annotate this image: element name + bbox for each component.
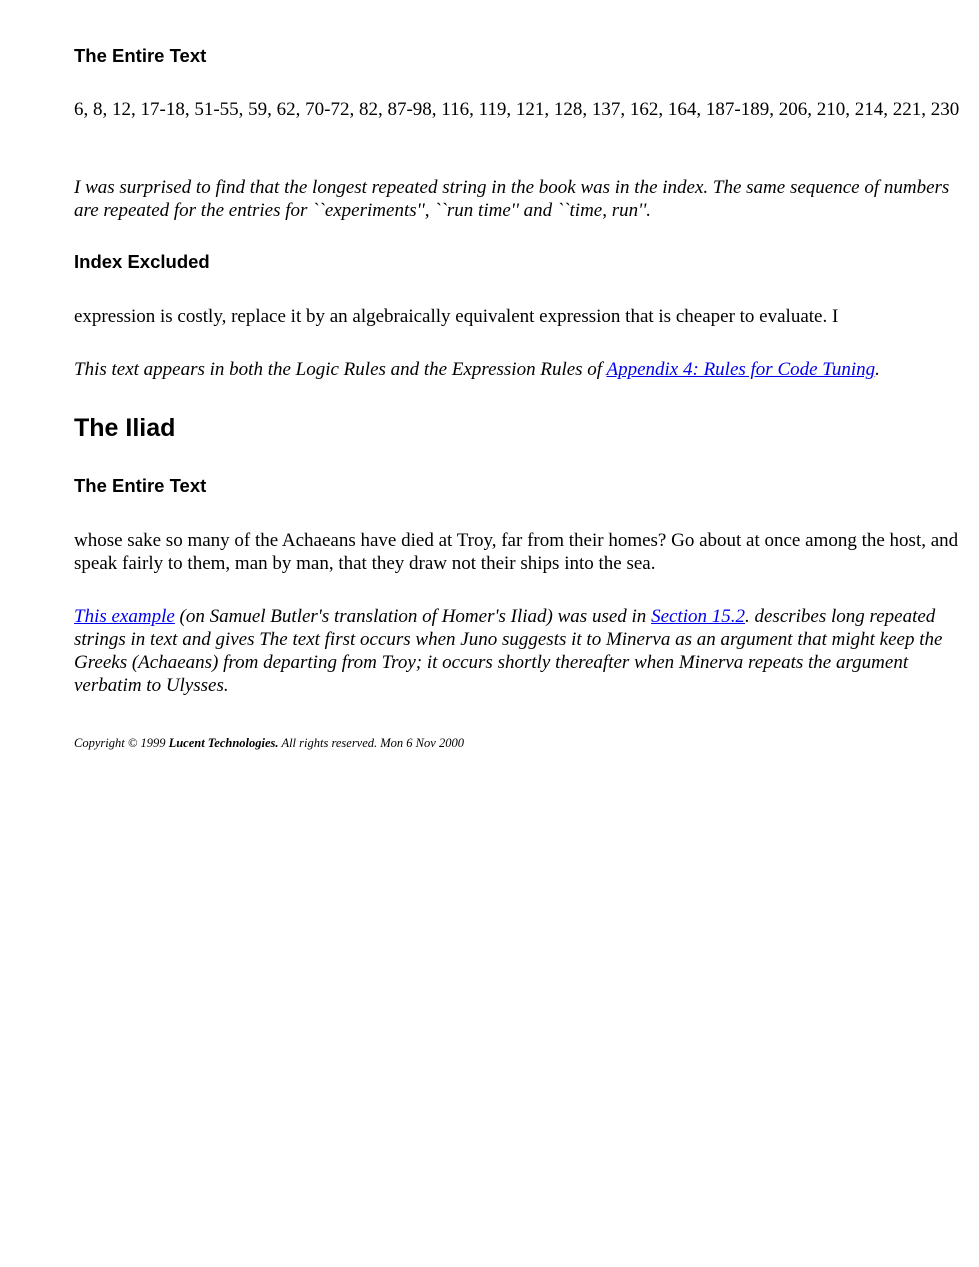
index-page-numbers: 6, 8, 12, 17-18, 51-55, 59, 62, 70-72, 82, 87-98, 116, 119, 121, 128, 137, 162, 164, 187-189, 206, 210, 214, 221, 230	[74, 99, 960, 120]
company-name: Lucent Technologies.	[168, 736, 279, 750]
section-heading-entire-text: The Entire Text	[74, 45, 207, 66]
section-heading-iliad-entire-text: The Entire Text	[74, 475, 207, 496]
rights-date-text: All rights reserved. Mon 6 Nov 2000	[278, 736, 464, 750]
index-note: I was surprised to find that the longest repeated string in the book was in the index. The same sequence of numbers are repeated for the entries for ``experiments'', ``run time'' and ``time, run''.	[74, 177, 950, 221]
iliad-title: The Iliad	[74, 414, 176, 442]
iliad-text: whose sake so many of the Achaeans have died at Troy, far from their homes? Go about at once among the host, and speak fairly to them, man by man, that they draw not their ships into the sea.	[74, 530, 959, 574]
iliad-note-rest: . describes long repeated strings in text and gives The text first occurs when Juno suggests it to Minerva as an argument that might keep the Greeks (Achaeans) from departing from Troy; it occurs shortly thereafter when Minerva repeats the argument verbatim to Ulysses.	[74, 606, 943, 696]
excluded-text: expression is costly, replace it by an algebraically equivalent expression that is cheaper to evaluate. I	[74, 306, 839, 327]
copyright-footer	[74, 735, 464, 751]
excluded-note-before: This text appears in both the Logic Rules and the Expression Rules of	[74, 359, 607, 380]
excluded-note	[74, 358, 964, 381]
section-15-2-link[interactable]: Section 15.2	[651, 606, 745, 627]
appendix-4-link[interactable]: Appendix 4: Rules for Code Tuning	[606, 359, 876, 380]
section-heading-index-excluded: Index Excluded	[74, 251, 210, 272]
copyright-text: Copyright © 1999	[74, 736, 169, 750]
this-example-link[interactable]: This example	[74, 606, 175, 627]
iliad-note-mid: (on Samuel Butler's translation of Homer's Iliad) was used in	[174, 606, 652, 627]
excluded-note-after: .	[875, 359, 880, 380]
iliad-note	[74, 605, 964, 697]
